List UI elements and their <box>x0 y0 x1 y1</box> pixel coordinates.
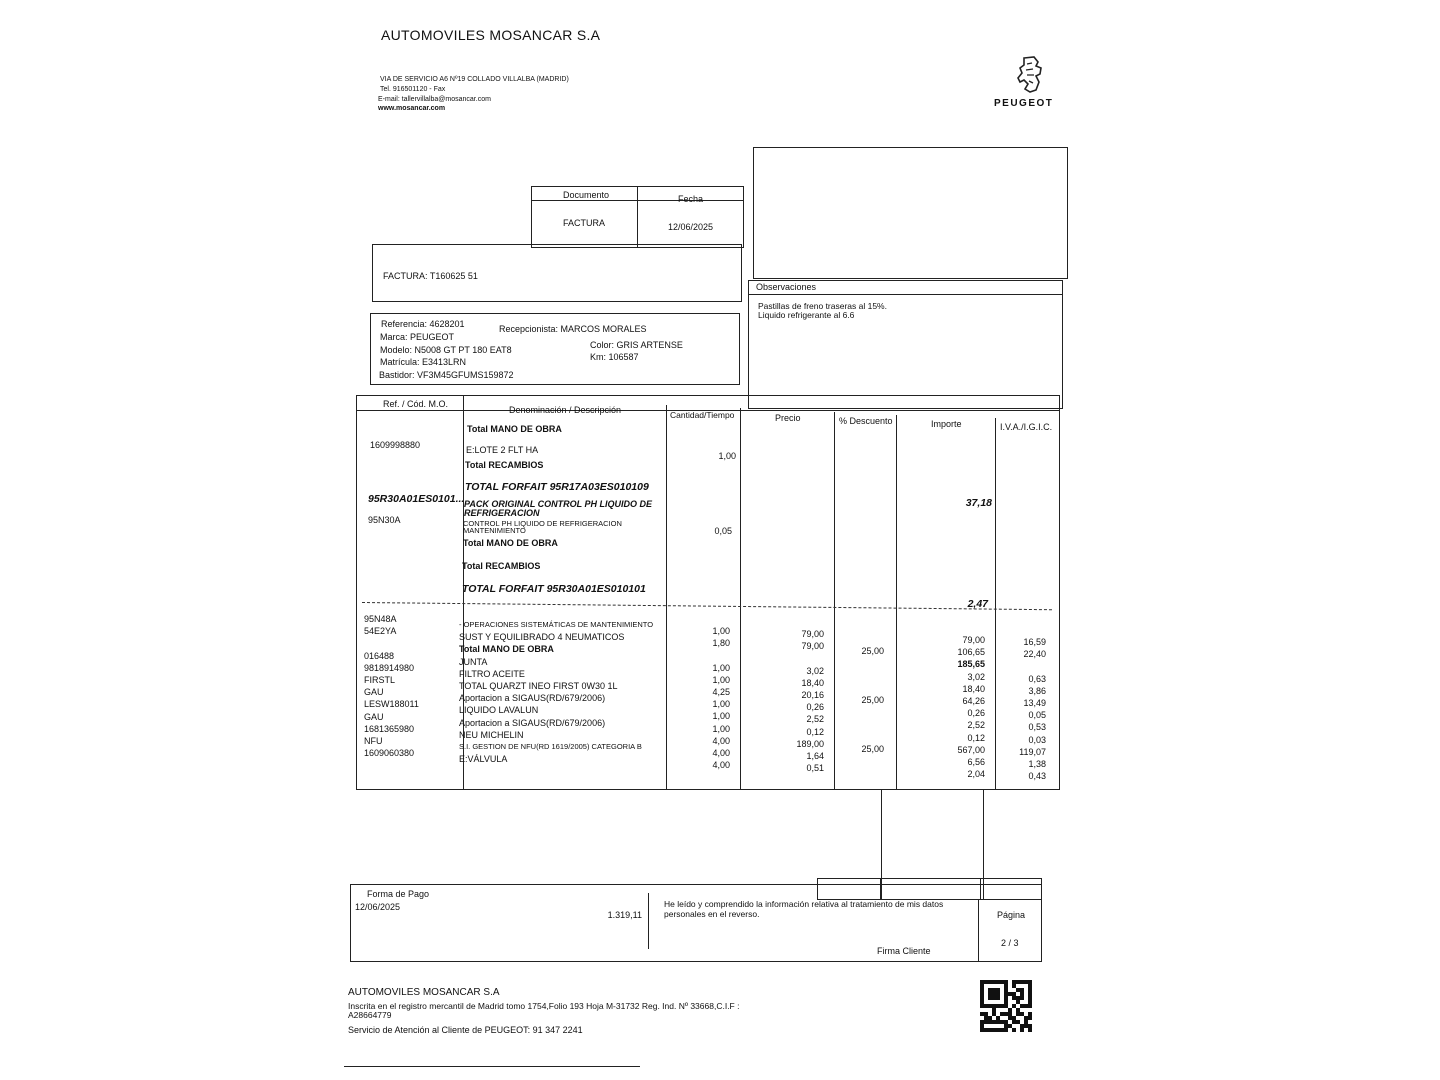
s2-pack-line1: PACK ORIGINAL CONTROL PH LIQUIDO DE <box>464 499 653 509</box>
s3-ref-1: 54E2YA <box>364 626 397 637</box>
invoice-number: FACTURA: T160625 51 <box>383 271 478 281</box>
s3-desc-1: SUST Y EQUILIBRADO 4 NEUMATICOS <box>459 632 625 643</box>
s3-qty-10: 4,00 <box>712 747 730 758</box>
s2-amount: 2,47 <box>967 598 988 610</box>
qr-module <box>1028 1028 1032 1032</box>
header-amount: Importe <box>931 419 962 429</box>
company-email: E-mail: tallervillalba@mosancar.com <box>378 96 491 103</box>
s1-ref: 1609998880 <box>370 440 421 450</box>
s3-discount-9: 25,00 <box>861 743 884 754</box>
s3-amount-7: 2,52 <box>967 720 985 731</box>
s2-pack-line2: REFRIGERACION <box>464 508 540 518</box>
s3-vat-7: 0,53 <box>1028 722 1046 733</box>
s3-ref-8: GAU <box>364 711 384 722</box>
s3-amount-column <box>915 634 985 780</box>
footer-box <box>350 884 1042 962</box>
s3-desc-11: E:VÁLVULA <box>459 754 508 765</box>
s3-discount-7 <box>836 718 884 730</box>
s3-amount-4: 18,40 <box>962 683 985 694</box>
s2-forfait: TOTAL FORFAIT 95R30A01ES010101 <box>462 583 646 595</box>
observations-label: Observaciones <box>756 282 817 292</box>
s3-price-8: 0,12 <box>806 726 824 737</box>
s3-desc-6: Aportacion a SIGAUS(RD/679/2006) <box>459 693 606 704</box>
s3-discount-2 <box>836 657 884 669</box>
s2-sub-line1: CONTROL PH LIQUIDO DE REFRIGERACION <box>463 519 622 528</box>
s3-price-11: 0,51 <box>806 763 824 774</box>
vehicle-model: Modelo: N5008 GT PT 180 EAT8 <box>380 345 512 355</box>
vehicle-color: Color: GRIS ARTENSE <box>590 340 683 350</box>
s2-amount-bold: 37,18 <box>965 497 992 509</box>
s2-total-labor: Total MANO DE OBRA <box>463 538 558 548</box>
s3-ref-3: 016488 <box>364 650 395 661</box>
s3-price-7: 2,52 <box>806 714 824 725</box>
s3-ref-0: 95N48A <box>364 614 397 624</box>
page-value: 2 / 3 <box>1001 938 1019 948</box>
s2-ref-bold: 95R30A01ES0101... <box>368 493 465 505</box>
s3-amount-11: 2,04 <box>967 769 985 780</box>
s2-total-parts: Total RECAMBIOS <box>462 561 541 571</box>
s3-desc-4: FILTRO ACEITE <box>459 668 525 679</box>
s3-discount-5: 25,00 <box>861 694 884 705</box>
s3-price-0: 79,00 <box>801 629 824 639</box>
header-ref: Ref. / Cód. M.O. <box>383 399 449 409</box>
s3-discount-10 <box>836 755 884 767</box>
s3-price-3: 3,02 <box>806 665 824 676</box>
s3-vat-3: 0,63 <box>1028 673 1046 684</box>
s3-qty-3: 1,00 <box>712 662 730 673</box>
s3-ref-column <box>364 613 459 759</box>
document-type: FACTURA <box>563 218 606 228</box>
s3-vat-6: 0,05 <box>1028 710 1046 721</box>
s3-ref-10: NFU <box>364 735 383 746</box>
s1-desc: E:LOTE 2 FLT HA <box>466 445 539 455</box>
s3-desc-2: Total MANO DE OBRA <box>459 644 554 655</box>
s3-quantity-column <box>680 625 730 771</box>
s3-ref-4: 9818914980 <box>364 662 415 673</box>
s3-discount-6 <box>836 706 884 718</box>
document-date: 12/06/2025 <box>668 222 714 232</box>
s3-discount-0 <box>836 633 884 645</box>
vehicle-vin: Bastidor: VF3M45GFUMS159872 <box>379 370 514 380</box>
s3-amount-9: 567,00 <box>957 744 985 755</box>
observations-line-1: Pastillas de freno traseras al 15%. <box>758 301 887 311</box>
s1-total-parts: Total RECAMBIOS <box>465 460 544 470</box>
s3-amount-5: 64,26 <box>962 695 985 706</box>
legal-service: Servicio de Atención al Cliente de PEUGEOT: 91 347 2241 <box>348 1025 583 1035</box>
s3-discount-4 <box>836 682 884 694</box>
s3-qty-9: 4,00 <box>712 735 730 746</box>
s3-desc-10: S.I. GESTION DE NFU(RD 1619/2005) CATEGORIA B <box>459 741 642 751</box>
legal-registry-2: A28664779 <box>348 1010 392 1020</box>
brand-name: PEUGEOT <box>994 98 1054 109</box>
s3-desc-9: NEU MICHELIN <box>459 729 524 740</box>
s1-forfait: TOTAL FORFAIT 95R17A03ES010109 <box>465 481 649 493</box>
qr-code-icon <box>980 980 1032 1032</box>
company-address: VIA DE SERVICIO A6 Nº19 COLLADO VILLALBA (MADRID) <box>380 76 569 83</box>
vehicle-receptionist: Recepcionista: MARCOS MORALES <box>499 324 647 334</box>
s1-total-labor: Total MANO DE OBRA <box>467 424 562 434</box>
s3-amount-10: 6,56 <box>967 756 985 767</box>
header-discount: % Descuento <box>839 416 893 426</box>
payment-label: Forma de Pago <box>367 889 430 899</box>
s3-desc-5: TOTAL QUARZT INEO FIRST 0W30 1L <box>459 680 618 691</box>
s3-qty-2 <box>680 649 730 661</box>
payment-date: 12/06/2025 <box>355 902 401 912</box>
date-header: Fecha <box>678 194 704 204</box>
s1-qty: 1,00 <box>718 451 736 461</box>
vehicle-brand: Marca: PEUGEOT <box>380 332 455 342</box>
s3-desc-8: Aportacion a SIGAUS(RD/679/2006) <box>459 717 606 728</box>
s3-qty-6: 1,00 <box>712 699 730 710</box>
s3-price-4: 18,40 <box>801 677 824 688</box>
s3-description-column <box>459 619 664 765</box>
legal-registry-1: Inscrita en el registro mercantil de Madrid tomo 1754,Folio 193 Hoja M-31732 Reg. Ind. Nº 33668,C.I.F : <box>348 1001 740 1011</box>
s3-amount-3: 3,02 <box>967 671 985 682</box>
s2-sub-line2: MANTENIMIENTO <box>463 526 526 535</box>
s3-discount-8 <box>836 731 884 743</box>
page-label: Página <box>997 910 1026 920</box>
s3-amount-2: 185,65 <box>957 659 985 670</box>
s3-price-9: 189,00 <box>796 738 824 749</box>
payment-amount: 1.319,11 <box>607 910 642 920</box>
s2-qty: 0,05 <box>714 526 732 536</box>
s3-ref-9: 1681365980 <box>364 723 415 734</box>
s3-amount-6: 0,26 <box>967 708 985 719</box>
s3-desc-3: JUNTA <box>459 656 488 667</box>
header-description: Denominación / Descripción <box>509 405 622 415</box>
s3-discount-1: 25,00 <box>861 646 884 657</box>
observations-line-2: Liquido refrigerante al 6.6 <box>758 310 855 320</box>
s3-vat-4: 3,86 <box>1028 685 1046 696</box>
vehicle-plate: Matrícula: E3413LRN <box>380 357 467 367</box>
s3-vat-10: 1,38 <box>1028 758 1046 769</box>
s3-qty-1: 1,80 <box>712 638 730 649</box>
s3-qty-8: 1,00 <box>712 723 730 734</box>
s3-price-5: 20,16 <box>801 689 824 700</box>
s3-price-6: 0,26 <box>806 702 824 713</box>
legal-company: AUTOMOVILES MOSANCAR S.A <box>348 987 500 998</box>
customer-address-box <box>753 147 1068 279</box>
observations-box <box>748 280 1063 409</box>
s3-vat-0: 16,59 <box>1023 637 1046 647</box>
s3-vat-5: 13,49 <box>1023 697 1046 708</box>
s3-price-2 <box>760 652 824 664</box>
company-phone: Tel. 916501120 - Fax <box>380 86 446 93</box>
signature-label: Firma Cliente <box>877 946 931 956</box>
s3-amount-1: 106,65 <box>957 647 985 658</box>
s3-vat-11: 0,43 <box>1028 771 1046 782</box>
s3-vat-9: 119,07 <box>1019 746 1046 757</box>
header-price: Precio <box>775 413 801 423</box>
s3-vat-column <box>1000 636 1046 782</box>
s3-ref-2 <box>364 637 459 649</box>
s3-desc-0: - OPERACIONES SISTEMÁTICAS DE MANTENIMIENTO <box>459 620 654 629</box>
vehicle-reference: Referencia: 4628201 <box>381 319 465 329</box>
s3-ref-5: FIRSTL <box>364 674 396 685</box>
s3-amount-8: 0,12 <box>967 732 985 743</box>
s3-discount-3 <box>836 670 884 682</box>
bottom-rule <box>344 1066 640 1067</box>
header-quantity: Cantidad/Tiempo <box>670 410 735 420</box>
s3-qty-5: 4,25 <box>712 686 730 697</box>
vehicle-km: Km: 106587 <box>590 352 639 362</box>
document-header: Documento <box>563 190 610 200</box>
s2-ref: 95N30A <box>368 515 401 525</box>
s3-vat-2 <box>1000 660 1046 672</box>
s3-ref-7: LESW188011 <box>364 699 419 710</box>
s3-vat-8: 0,03 <box>1028 734 1046 745</box>
s3-price-1: 79,00 <box>801 641 824 652</box>
peugeot-lion-icon <box>1010 54 1052 96</box>
s3-amount-0: 79,00 <box>962 635 985 645</box>
s3-price-column <box>760 628 824 774</box>
privacy-line-2: personales en el reverso. <box>664 909 760 919</box>
s3-vat-1: 22,40 <box>1023 649 1046 660</box>
s3-desc-7: LIQUIDO LAVALUN <box>459 705 539 716</box>
header-vat: I.V.A./I.G.I.C. <box>1000 422 1053 432</box>
s3-qty-0: 1,00 <box>712 626 730 636</box>
s3-qty-11: 4,00 <box>712 760 730 771</box>
company-web: www.mosancar.com <box>378 105 446 112</box>
company-name: AUTOMOVILES MOSANCAR S.A <box>381 27 601 43</box>
privacy-line-1: He leído y comprendido la información relativa al tratamiento de mis datos <box>664 899 944 909</box>
s3-qty-7: 1,00 <box>712 711 730 722</box>
s3-ref-6: GAU <box>364 687 384 698</box>
s3-price-10: 1,64 <box>806 750 824 761</box>
s3-discount-column <box>836 633 884 779</box>
s3-qty-4: 1,00 <box>712 674 730 685</box>
s3-ref-11: 1609060380 <box>364 748 415 759</box>
s3-discount-11 <box>836 767 884 779</box>
